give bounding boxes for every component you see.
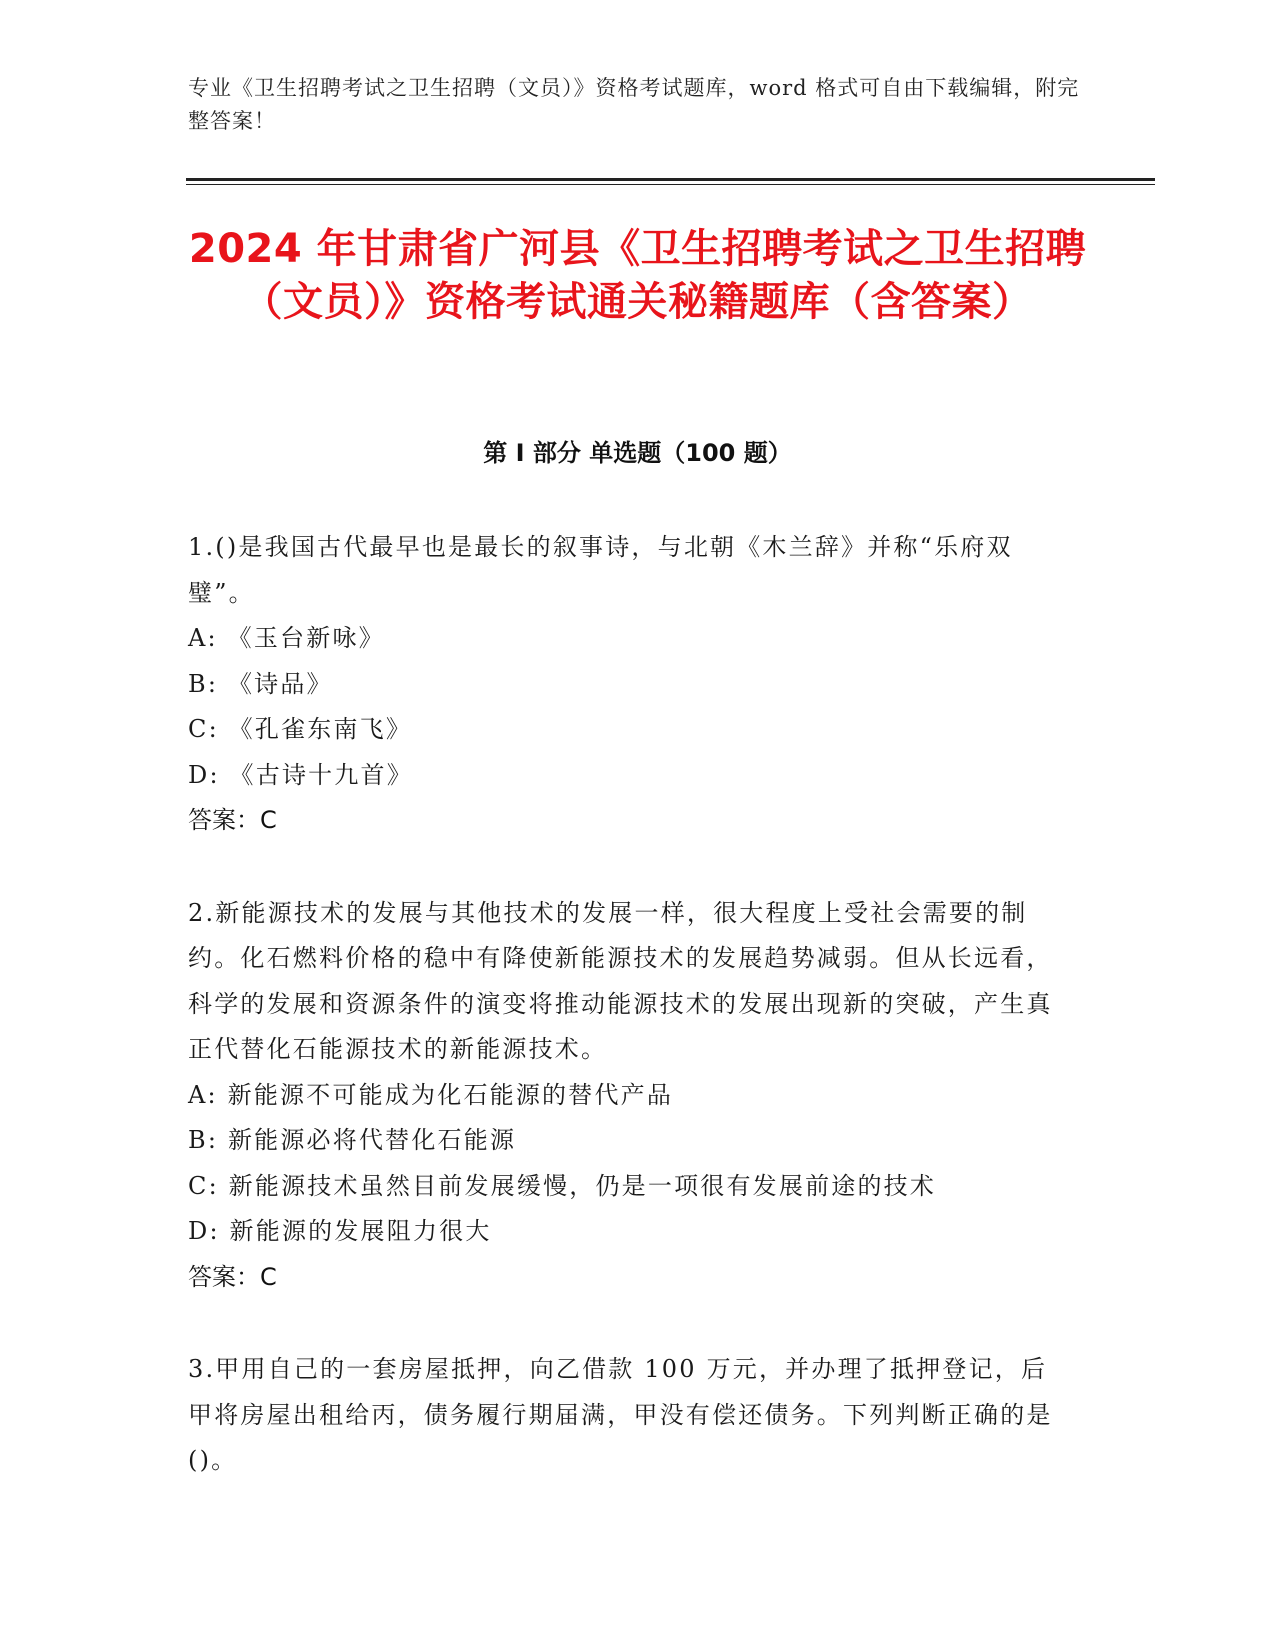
- answer: 答案：C: [188, 1262, 277, 1291]
- question-1: [188, 525, 1058, 844]
- header-note: 专业《卫生招聘考试之卫生招聘（文员）》资格考试题库，word 格式可自由下载编辑，附完整答案！: [188, 76, 1080, 133]
- option-c: C: 新能源技术虽然目前发展缓慢，仍是一项很有发展前途的技术: [188, 1171, 937, 1200]
- question-stem: 3.甲用自己的一套房屋抵押，向乙借款 100 万元，并办理了抵押登记，后甲将房屋出租给丙，债务履行期届满，甲没有偿还债务。下列判断正确的是()。: [188, 1355, 1053, 1474]
- option-d: D: 新能源的发展阻力很大: [188, 1217, 492, 1245]
- question-list: [188, 525, 1058, 1531]
- question-2: [188, 891, 1058, 1301]
- option-a: A: 新能源不可能成为化石能源的替代产品: [188, 1080, 674, 1109]
- answer: 答案：C: [188, 806, 277, 834]
- header-divider-thin: [186, 184, 1155, 185]
- question-stem: 2.新能源技术的发展与其他技术的发展一样，很大程度上受社会需要的制约。化石燃料价格的稳中有降使新能源技术的发展趋势减弱。但从长远看，科学的发展和资源条件的演变将推动能源技术的发展出现新的突破，产生真正代替化石能源技术的新能源技术。: [188, 898, 1053, 1063]
- document-title: 2024 年甘肃省广河县《卫生招聘考试之卫生招聘（文员）》资格考试通关秘籍题库（含答案）: [188, 226, 1087, 325]
- option-a: A: 《玉台新咏》: [188, 624, 385, 652]
- option-d: D: 《古诗十九首》: [188, 760, 413, 789]
- section-title: 第 I 部分 单选题（100 题）: [483, 439, 792, 467]
- question-3: [188, 1347, 1058, 1484]
- option-c: C: 《孔雀东南飞》: [188, 715, 413, 743]
- option-b: B: 新能源必将代替化石能源: [188, 1126, 517, 1154]
- header-divider-thick: [186, 178, 1155, 181]
- option-b: B: 《诗品》: [188, 669, 333, 698]
- question-stem: 1.()是我国古代最早也是最长的叙事诗，与北朝《木兰辞》并称“乐府双璧”。: [188, 533, 1013, 607]
